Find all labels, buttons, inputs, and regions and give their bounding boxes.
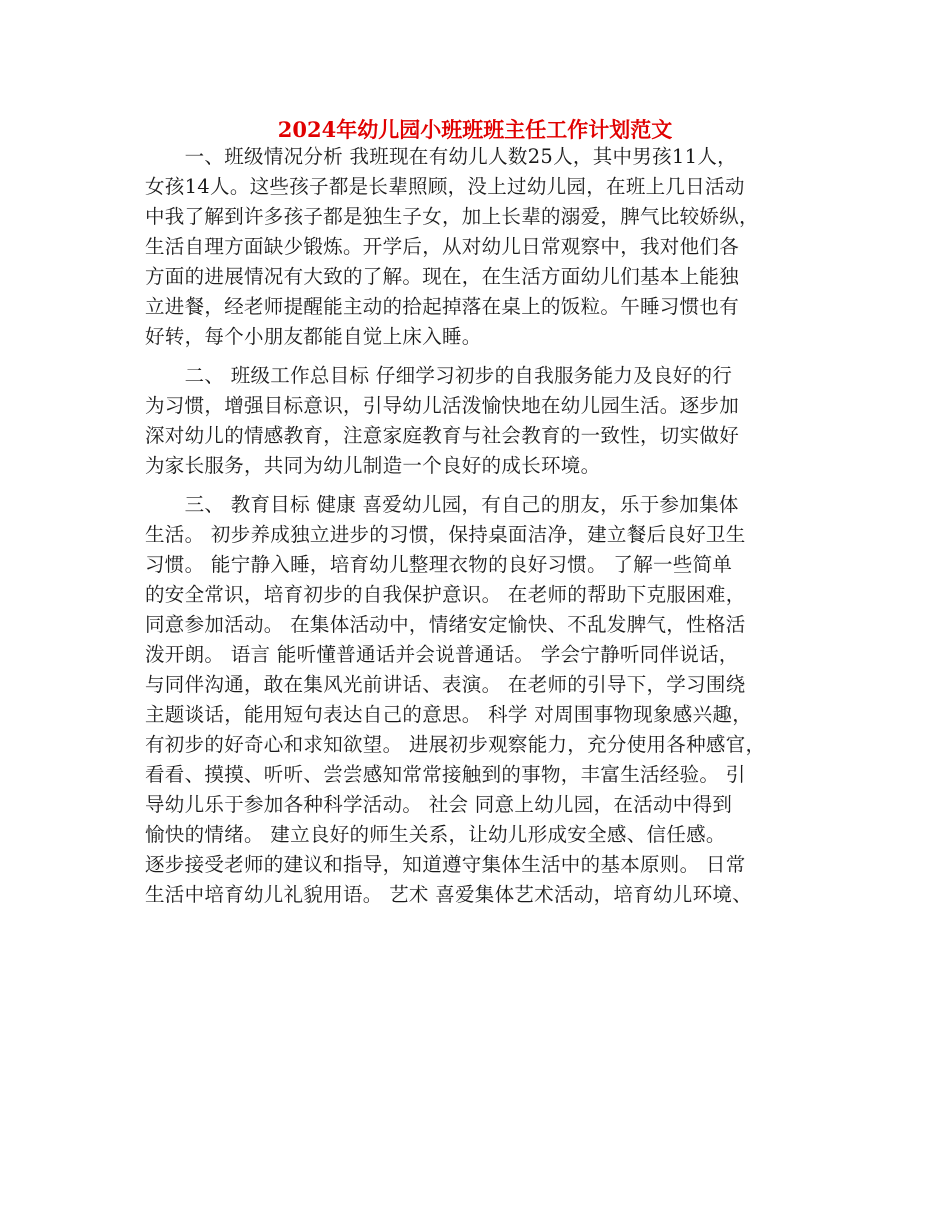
text-line: 逐步接受老师的建议和指导，知道遵守集体生活中的基本原则。 日常: [145, 853, 746, 876]
text-line: 同意参加活动。 在集体活动中，情绪安定愉快、不乱发脾气，性格活: [145, 613, 746, 636]
text-line: 二、 班级工作总目标 仔细学习初步的自我服务能力及良好的行: [145, 364, 733, 387]
paragraph-gap: [145, 481, 825, 490]
text-line: 生活。 初步养成独立进步的习惯，保持桌面洁净，建立餐后良好卫生: [145, 523, 746, 546]
paragraph-class-situation: [145, 142, 825, 352]
text-line: 深对幼儿的情感教育，注意家庭教育与社会教育的一致性，切实做好: [145, 424, 740, 447]
text-line: 生活自理方面缺少锻炼。开学后，从对幼儿日常观察中，我对他们各: [145, 235, 740, 258]
text-line: 三、 教育目标 健康 喜爱幼儿园，有自己的朋友，乐于参加集体: [145, 493, 739, 516]
text-line: 的安全常识，培育初步的自我保护意识。 在老师的帮助下克服困难，: [145, 583, 746, 606]
paragraph-gap: [145, 352, 825, 361]
text-line: 导幼儿乐于参加各种科学活动。 社会 同意上幼儿园，在活动中得到: [145, 793, 733, 816]
text-line: 生活中培育幼儿礼貌用语。 艺术 喜爱集体艺术活动，培育幼儿环境、: [145, 883, 752, 906]
text-line: 立进餐，经老师提醒能主动的拾起掉落在桌上的饭粒。午睡习惯也有: [145, 295, 740, 318]
paragraph-overall-goals: [145, 361, 825, 481]
text-line: 为习惯，增强目标意识，引导幼儿活泼愉快地在幼儿园生活。逐步加: [145, 394, 740, 417]
text-line: 为家长服务，共同为幼儿制造一个良好的成长环境。: [145, 454, 601, 477]
text-line: 愉快的情绪。 建立良好的师生关系，让幼儿形成安全感、信任感。: [145, 823, 726, 846]
text-line: 女孩14人。这些孩子都是长辈照顾，没上过幼儿园，在班上几日活动: [145, 175, 745, 198]
text-line: 主题谈话，能用短句表达自己的意思。 科学 对周围事物现象感兴趣，: [145, 703, 752, 726]
document-title: 2024年幼儿园小班班班主任工作计划范文: [277, 117, 673, 142]
text-line: 看看、摸摸、听听、尝尝感知常常接触到的事物，丰富生活经验。 引: [145, 763, 746, 786]
text-line: 好转，每个小朋友都能自觉上床入睡。: [145, 325, 482, 348]
text-line: 有初步的好奇心和求知欲望。 进展初步观察能力，充分使用各种感官，: [145, 733, 766, 756]
paragraph-education-goals: [145, 490, 825, 910]
text-line: 与同伴沟通，敢在集风光前讲话、表演。 在老师的引导下，学习围绕: [145, 673, 746, 696]
text-line: 习惯。 能宁静入睡，培育幼儿整理衣物的良好习惯。 了解一些简单: [145, 553, 733, 576]
text-line: 一、班级情况分析 我班现在有幼儿人数25人，其中男孩11人，: [145, 145, 737, 168]
text-line: 方面的进展情况有大致的了解。现在，在生活方面幼儿们基本上能独: [145, 265, 740, 288]
text-line: 中我了解到许多孩子都是独生子女，加上长辈的溺爱，脾气比较娇纵，: [145, 205, 759, 228]
document-body: [145, 142, 825, 910]
text-line: 泼开朗。 语言 能听懂普通话并会说普通话。 学会宁静听同伴说话，: [145, 643, 739, 666]
